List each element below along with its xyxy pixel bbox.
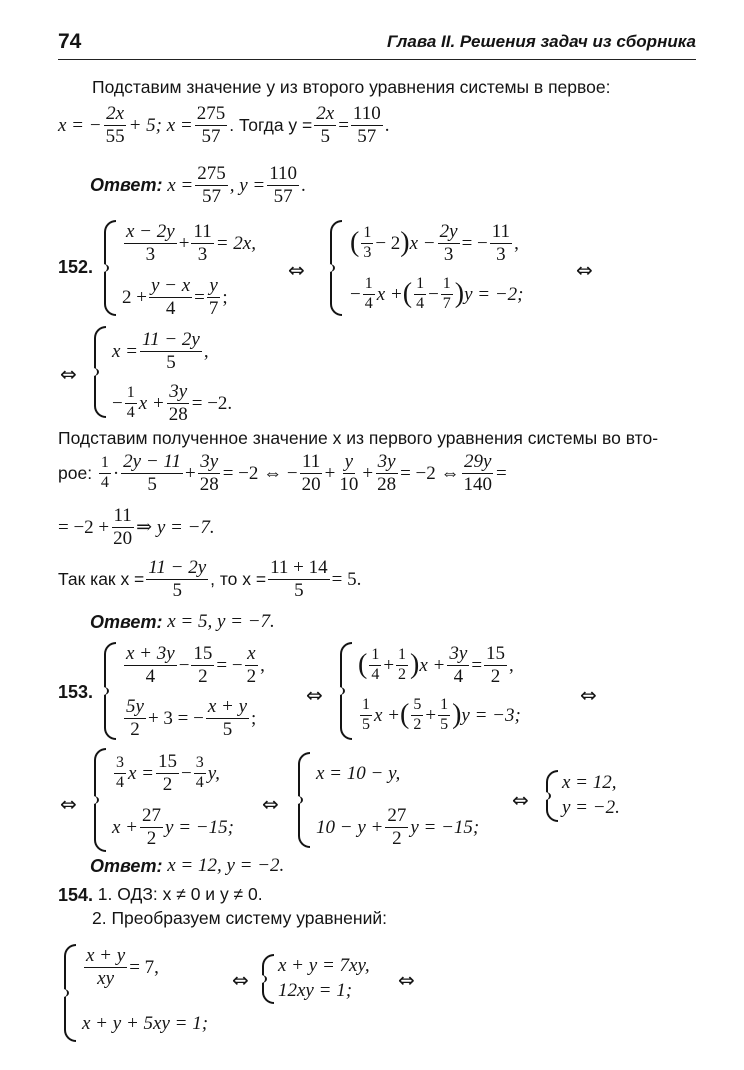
- equation: x = 10 − y,: [316, 763, 401, 784]
- equation: x − 2y 3 + $\frac{11}{3}$ = 2x,: [126, 221, 256, 265]
- equation: y = −2.: [562, 797, 620, 818]
- system-brace: [340, 642, 352, 740]
- equivalence-arrow: ⇔: [60, 792, 77, 816]
- problem-154-line: 154. 1. ОДЗ: x ≠ 0 и y ≠ 0.: [58, 883, 263, 905]
- system-brace: [94, 326, 106, 418]
- problem-number-153: 153.: [58, 682, 94, 702]
- equivalence-arrow: ⇔: [580, 683, 597, 707]
- page-header: [58, 26, 696, 60]
- fraction: $\frac{110}{57}$: [352, 103, 381, 147]
- equivalence-arrow: ⇔: [60, 362, 77, 386]
- equivalence-arrow: ⇔: [512, 788, 529, 812]
- chapter-title: Глава II. Решения задач из сборника: [387, 32, 696, 51]
- equation: x + y = 7xy,: [278, 955, 370, 976]
- answer-2: Ответ: x = 5, y = −7.: [90, 611, 275, 632]
- equivalence-arrow: ⇔: [398, 968, 415, 992]
- answer-label: Ответ:: [90, 855, 163, 876]
- answer-label: Ответ:: [90, 175, 163, 196]
- equation: − $\frac{1}{4}$ x + $\frac{3y}{28}$ = −2.: [112, 381, 233, 425]
- text-line: 2. Преобразуем систему уравнений:: [92, 908, 387, 928]
- answer-3: Ответ: x = 12, y = −2.: [90, 855, 285, 876]
- text-line: Подставим полученное значение x из первого уравнения системы во вто-: [58, 428, 659, 448]
- fraction: $\frac{275}{57}$: [196, 103, 226, 147]
- answer-1: Ответ: x = $\frac{275}{57}$ , y = $\frac{110}{57}$ .: [90, 163, 306, 207]
- system-brace: [104, 220, 116, 316]
- system-brace: [104, 642, 116, 740]
- equation: 5y 2 + 3 = − $\frac{x + y}{5}$ ;: [126, 696, 257, 740]
- equation-line: Так как x = $\frac{11 - 2y}{5}$ , то x = $\frac{11 + 14}{5}$ = 5.: [58, 557, 362, 601]
- equation: $\frac{x + y}{xy}$ = 7,: [86, 945, 159, 989]
- equation: x = 12,: [562, 772, 617, 793]
- equation: 10 − y + $\frac{27}{2}$ y = −15;: [316, 805, 480, 849]
- equation: x + 3y 4 − $\frac{15}{2}$ = − $\frac{x}{2}$ ,: [126, 643, 265, 687]
- system-brace: [94, 748, 106, 852]
- system-brace: [298, 752, 310, 848]
- equation: 12xy = 1;: [278, 980, 353, 1001]
- answer-label: Ответ:: [90, 611, 163, 632]
- equation: x + $\frac{27}{2}$ y = −15;: [112, 805, 234, 849]
- fraction: $\frac{2x}{5}$: [316, 103, 335, 147]
- equation: ( 1 3 − 2 ) x − $\frac{2y}{3}$ = − $\frac{11}{3}$ ,: [350, 221, 519, 265]
- equation-line: рое: 1 4 · 2y − 11 5 + $\frac{3y}{28}$ = −2 ⇔ − $\frac{11}{20}$ + $\frac{y}{10}$ + $\frac{3y}{28}$ = −2 ⇔ $\frac{29y}{140}$ =: [58, 451, 507, 495]
- equivalence-arrow: ⇔: [576, 258, 593, 282]
- page-number: 74: [58, 30, 82, 53]
- problem-number-152: 152.: [58, 257, 94, 277]
- fraction: $\frac{110}{57}$: [269, 163, 298, 207]
- equation: 1 5 x + ( 5 2 + $\frac{1}{5}$ ) y = −3;: [362, 696, 521, 733]
- system-brace: [262, 954, 274, 1004]
- equation: 2 + $\frac{y - x}{4}$ = $\frac{y}{7}$ ;: [122, 275, 228, 319]
- system-brace: [546, 770, 558, 822]
- equation: x + y + 5xy = 1;: [82, 1013, 209, 1034]
- fraction: $\frac{2x}{55}$: [105, 103, 125, 147]
- equation: 3 4 x = $\frac{15}{2}$ − $\frac{3}{4}$ y,: [116, 751, 220, 795]
- equivalence-arrow: ⇔: [306, 683, 323, 707]
- intro-text: Подставим значение y из второго уравнения системы в первое:: [92, 77, 611, 97]
- equivalence-arrow: ⇔: [232, 968, 249, 992]
- system-brace: [330, 220, 342, 316]
- equation-line: = −2 + $\frac{11}{20}$ ⇒ y = −7.: [58, 505, 215, 549]
- equation: − $\frac{1}{4}$ x + ( 1 4 − $\frac{1}{7}$ ) y = −2;: [350, 275, 524, 312]
- equivalence-arrow: ⇔: [288, 258, 305, 282]
- substitution-line: x = − $\frac{2x}{55}$ + 5; x = $\frac{275}{57}$ . Тогда y = $\frac{2x}{5}$ = $\frac{110}{57}$ .: [58, 103, 390, 147]
- system-brace: [64, 944, 76, 1042]
- fraction: $\frac{275}{57}$: [197, 163, 226, 207]
- equation: ( 1 4 + $\frac{1}{2}$ ) x + $\frac{3y}{4}$ = $\frac{15}{2}$ ,: [358, 643, 514, 687]
- equation: x = $\frac{11 - 2y}{5}$ ,: [112, 329, 209, 373]
- problem-number-154: 154.: [58, 884, 94, 905]
- equivalence-arrow: ⇔: [262, 792, 279, 816]
